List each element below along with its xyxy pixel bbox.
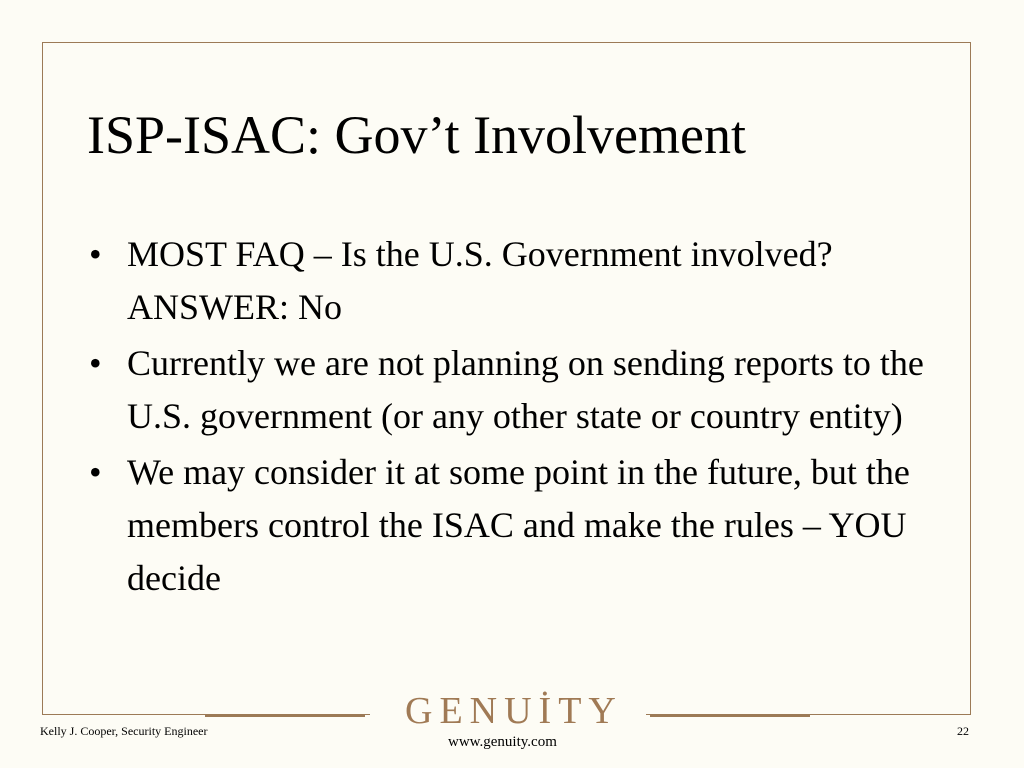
bullet-item xyxy=(87,337,967,443)
slide-title: ISP-ISAC: Gov’t Involvement xyxy=(87,105,746,165)
bullet-text: Currently we are not planning on sending reports to the U.S. government (or any other state or country entity) xyxy=(127,343,924,436)
company-logo: GENUİTY xyxy=(405,690,623,732)
bullet-item xyxy=(87,446,967,605)
bullet-marker: • xyxy=(89,452,102,492)
footer-url: www.genuity.com xyxy=(448,734,557,750)
bullet-item xyxy=(87,228,967,334)
bullet-list xyxy=(87,228,967,608)
footer-author: Kelly J. Cooper, Security Engineer xyxy=(40,724,208,738)
bullet-text: MOST FAQ – Is the U.S. Government involved? ANSWER: No xyxy=(127,234,833,327)
footer-divider-left xyxy=(205,715,365,717)
bullet-marker: • xyxy=(89,343,102,383)
footer-divider-right xyxy=(650,715,810,717)
bullet-marker: • xyxy=(89,234,102,274)
bullet-text: We may consider it at some point in the future, but the members control the ISAC and make the rules – YOU decide xyxy=(127,452,910,598)
page-number: 22 xyxy=(957,724,969,738)
